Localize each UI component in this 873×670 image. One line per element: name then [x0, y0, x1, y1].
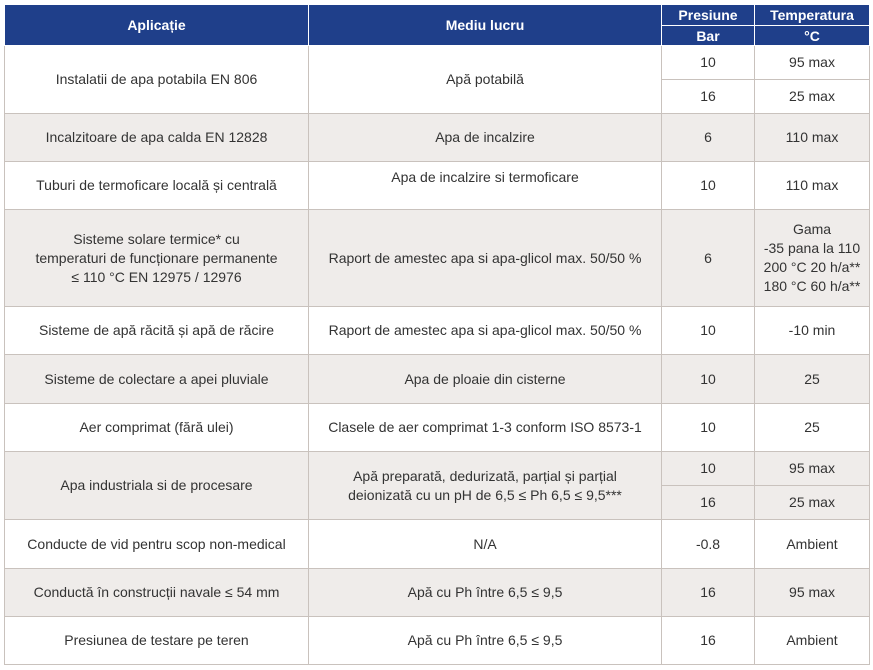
- cell-medium: [309, 452, 662, 520]
- temperature-line: 200 °C 20 h/a**: [763, 259, 861, 275]
- cell-medium: Apă potabilă: [309, 46, 662, 114]
- cell-temperature: Ambient: [755, 520, 870, 569]
- table-row: [5, 520, 870, 569]
- table-row: [5, 46, 870, 80]
- cell-temperature: 25: [755, 355, 870, 404]
- table-row: [5, 210, 870, 307]
- table-row: [5, 355, 870, 404]
- cell-pressure: 16: [662, 617, 755, 665]
- cell-medium: Apa de ploaie din cisterne: [309, 355, 662, 404]
- cell-application: Apa industriala si de procesare: [5, 452, 309, 520]
- application-line: temperaturi de funcționare permanente: [35, 249, 278, 266]
- cell-temperature: 95 max: [755, 569, 870, 617]
- cell-temperature: 25 max: [755, 80, 870, 114]
- cell-medium: Apa de incalzire: [309, 114, 662, 162]
- cell-pressure: 6: [662, 210, 755, 307]
- table-row: [5, 569, 870, 617]
- header-medium: Mediu lucru: [309, 5, 662, 46]
- application-line: ≤ 110 °C EN 12975 / 12976: [71, 268, 242, 285]
- cell-temperature: 95 max: [755, 46, 870, 80]
- cell-pressure: 16: [662, 80, 755, 114]
- spec-table: [4, 4, 870, 665]
- temperature-line: -35 pana la 110: [763, 240, 861, 256]
- cell-medium: Apa de incalzire si termoficare: [309, 162, 662, 210]
- header-pressure: Presiune: [662, 5, 755, 26]
- cell-temperature: [755, 210, 870, 307]
- cell-temperature: 25: [755, 404, 870, 452]
- cell-temperature: 25 max: [755, 486, 870, 520]
- header-temperature: Temperatura: [755, 5, 870, 26]
- header-pressure-unit: Bar: [662, 26, 755, 46]
- header-temperature-unit: °C: [755, 26, 870, 46]
- cell-medium: Apă cu Ph între 6,5 ≤ 9,5: [309, 569, 662, 617]
- table-row: [5, 617, 870, 665]
- header-application: Aplicație: [5, 5, 309, 46]
- cell-pressure: 10: [662, 162, 755, 210]
- temperature-line: Gama: [792, 221, 832, 237]
- table-row: [5, 404, 870, 452]
- cell-pressure: 10: [662, 355, 755, 404]
- cell-pressure: 10: [662, 307, 755, 355]
- cell-temperature: 110 max: [755, 114, 870, 162]
- cell-medium: Clasele de aer comprimat 1-3 conform ISO 8573-1: [309, 404, 662, 452]
- cell-pressure: 16: [662, 486, 755, 520]
- cell-application: Sisteme de colectare a apei pluviale: [5, 355, 309, 404]
- cell-pressure: 6: [662, 114, 755, 162]
- cell-medium: N/A: [309, 520, 662, 569]
- cell-pressure: 10: [662, 404, 755, 452]
- cell-application: Presiunea de testare pe teren: [5, 617, 309, 665]
- application-line: Sisteme solare termice* cu: [73, 230, 240, 247]
- medium-line: Apă preparată, dedurizată, parțial și parțial: [353, 467, 617, 484]
- table-row: [5, 162, 870, 210]
- cell-pressure: 10: [662, 452, 755, 486]
- cell-temperature: 95 max: [755, 452, 870, 486]
- cell-temperature: -10 min: [755, 307, 870, 355]
- cell-medium: Apă cu Ph între 6,5 ≤ 9,5: [309, 617, 662, 665]
- temperature-line: 180 °C 60 h/a**: [763, 278, 861, 294]
- cell-pressure: -0.8: [662, 520, 755, 569]
- cell-application: Conductă în construcții navale ≤ 54 mm: [5, 569, 309, 617]
- cell-application: [5, 210, 309, 307]
- cell-medium: Raport de amestec apa si apa-glicol max. 50/50 %: [309, 307, 662, 355]
- cell-application: Aer comprimat (fără ulei): [5, 404, 309, 452]
- cell-application: Sisteme de apă răcită și apă de răcire: [5, 307, 309, 355]
- medium-line: deionizată cu un pH de 6,5 ≤ Ph 6,5 ≤ 9,5***: [348, 486, 622, 503]
- table-header: [5, 5, 870, 46]
- cell-medium: Raport de amestec apa si apa-glicol max. 50/50 %: [309, 210, 662, 307]
- cell-application: Instalatii de apa potabila EN 806: [5, 46, 309, 114]
- cell-pressure: 16: [662, 569, 755, 617]
- cell-application: Conducte de vid pentru scop non-medical: [5, 520, 309, 569]
- cell-application: Incalzitoare de apa calda EN 12828: [5, 114, 309, 162]
- table-row: [5, 307, 870, 355]
- cell-temperature: Ambient: [755, 617, 870, 665]
- cell-application: Tuburi de termoficare locală și centrală: [5, 162, 309, 210]
- table-row: [5, 452, 870, 486]
- cell-temperature: 110 max: [755, 162, 870, 210]
- table-row: [5, 114, 870, 162]
- cell-pressure: 10: [662, 46, 755, 80]
